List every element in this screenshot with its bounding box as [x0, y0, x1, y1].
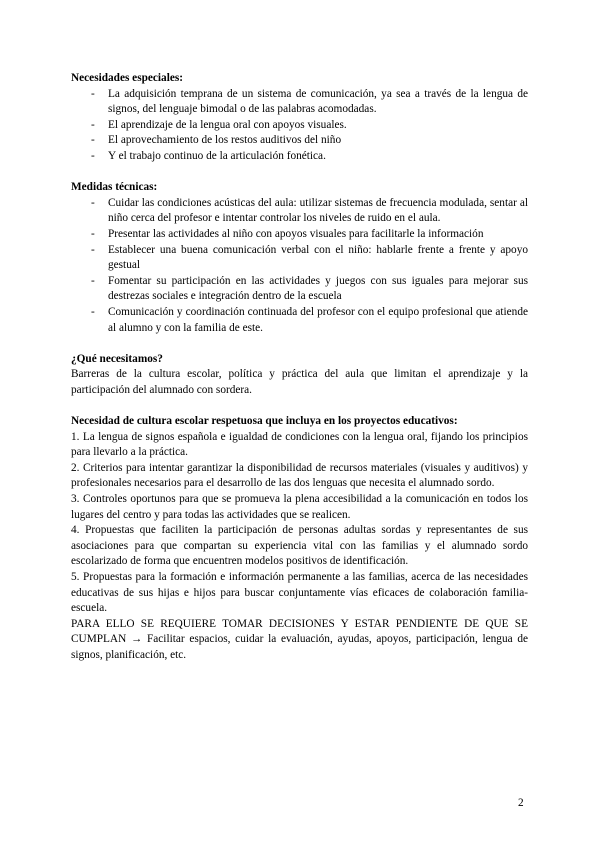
section-medidas-tecnicas: [71, 180, 528, 336]
list-item: - Y el trabajo continuo de la articulación fonética.: [91, 149, 528, 165]
section-title: ¿Qué necesitamos?: [71, 352, 163, 365]
numbered-item: 3. Controles oportunos para que se promueva la plena accesibilidad a la comunicación en todos los lugares del centro y para todas las actividades que se realicen.: [71, 493, 528, 521]
section-title: Medidas técnicas:: [71, 181, 158, 194]
list-item: - Presentar las actividades al niño con apoyos visuales para facilitarle la información: [91, 227, 528, 243]
list-item: - El aprovechamiento de los restos auditivos del niño: [91, 133, 528, 149]
section-que-necesitamos: [71, 352, 528, 399]
closing-paragraph: PARA ELLO SE REQUIERE TOMAR DECISIONES Y ESTAR PENDIENTE DE QUE SE CUMPLAN → Facilitar espacios, cuidar la evaluación, ayudas, apoyos, participación, lengua de signos, planificación, etc.: [71, 617, 528, 661]
numbered-item: 5. Propuestas para la formación e información permanente a las familias, acerca de las necesidades educativas de sus hijas e hijos para buscar conjuntamente vías eficaces de colaboración familia-escuela.: [71, 571, 528, 615]
document-page: [71, 71, 528, 679]
numbered-item: 2. Criterios para intentar garantizar la disponibilidad de recursos materiales (visuales y auditivos) y profesionales necesarios para el desarrollo de las dos lenguas que necesita el alumnado sordo.: [71, 461, 528, 490]
list-item: - Fomentar su participación en las actividades y juegos con sus iguales para mejorar sus destrezas sociales e integración dentro de la escuela: [91, 274, 528, 305]
page-number: 2: [518, 797, 524, 809]
list-item: - Comunicación y coordinación continuada del profesor con el equipo profesional que atiende al alumno y con la familia de este.: [91, 305, 528, 336]
numbered-item: 4. Propuestas que faciliten la participación de personas adultas sordas y representantes de sus asociaciones para que compartan su experiencia vital con las familias y el alumnado sordo escolarizado de forma que encuentren modelos positivos de identificación.: [71, 524, 528, 568]
list-item: - La adquisición temprana de un sistema de comunicación, ya sea a través de la lengua de signos, del lenguaje bimodal o de las palabras acomodadas.: [91, 87, 528, 118]
list-item: - Establecer una buena comunicación verbal con el niño: hablarle frente a frente y apoyo gestual: [91, 243, 528, 274]
section-title: Necesidad de cultura escolar respetuosa que incluya en los proyectos educativos:: [71, 415, 458, 428]
section-cultura-escolar: [71, 414, 528, 664]
paragraph: Barreras de la cultura escolar, política y práctica del aula que limitan el aprendizaje y la participación del alumnado con sordera.: [71, 368, 528, 396]
list-item: - El aprendizaje de la lengua oral con apoyos visuales.: [91, 118, 528, 134]
section-necesidades-especiales: [71, 71, 528, 165]
list-item: - Cuidar las condiciones acústicas del aula: utilizar sistemas de frecuencia modulada, sentar al niño cerca del profesor e intentar controlar los niveles de ruido en el aula.: [91, 196, 528, 227]
numbered-item: 1. La lengua de signos española e igualdad de condiciones con la lengua oral, fijando los principios para llevarlo a la práctica.: [71, 430, 528, 459]
bullet-list: [71, 196, 528, 336]
bullet-list: [71, 87, 528, 165]
section-title: Necesidades especiales:: [71, 72, 184, 84]
